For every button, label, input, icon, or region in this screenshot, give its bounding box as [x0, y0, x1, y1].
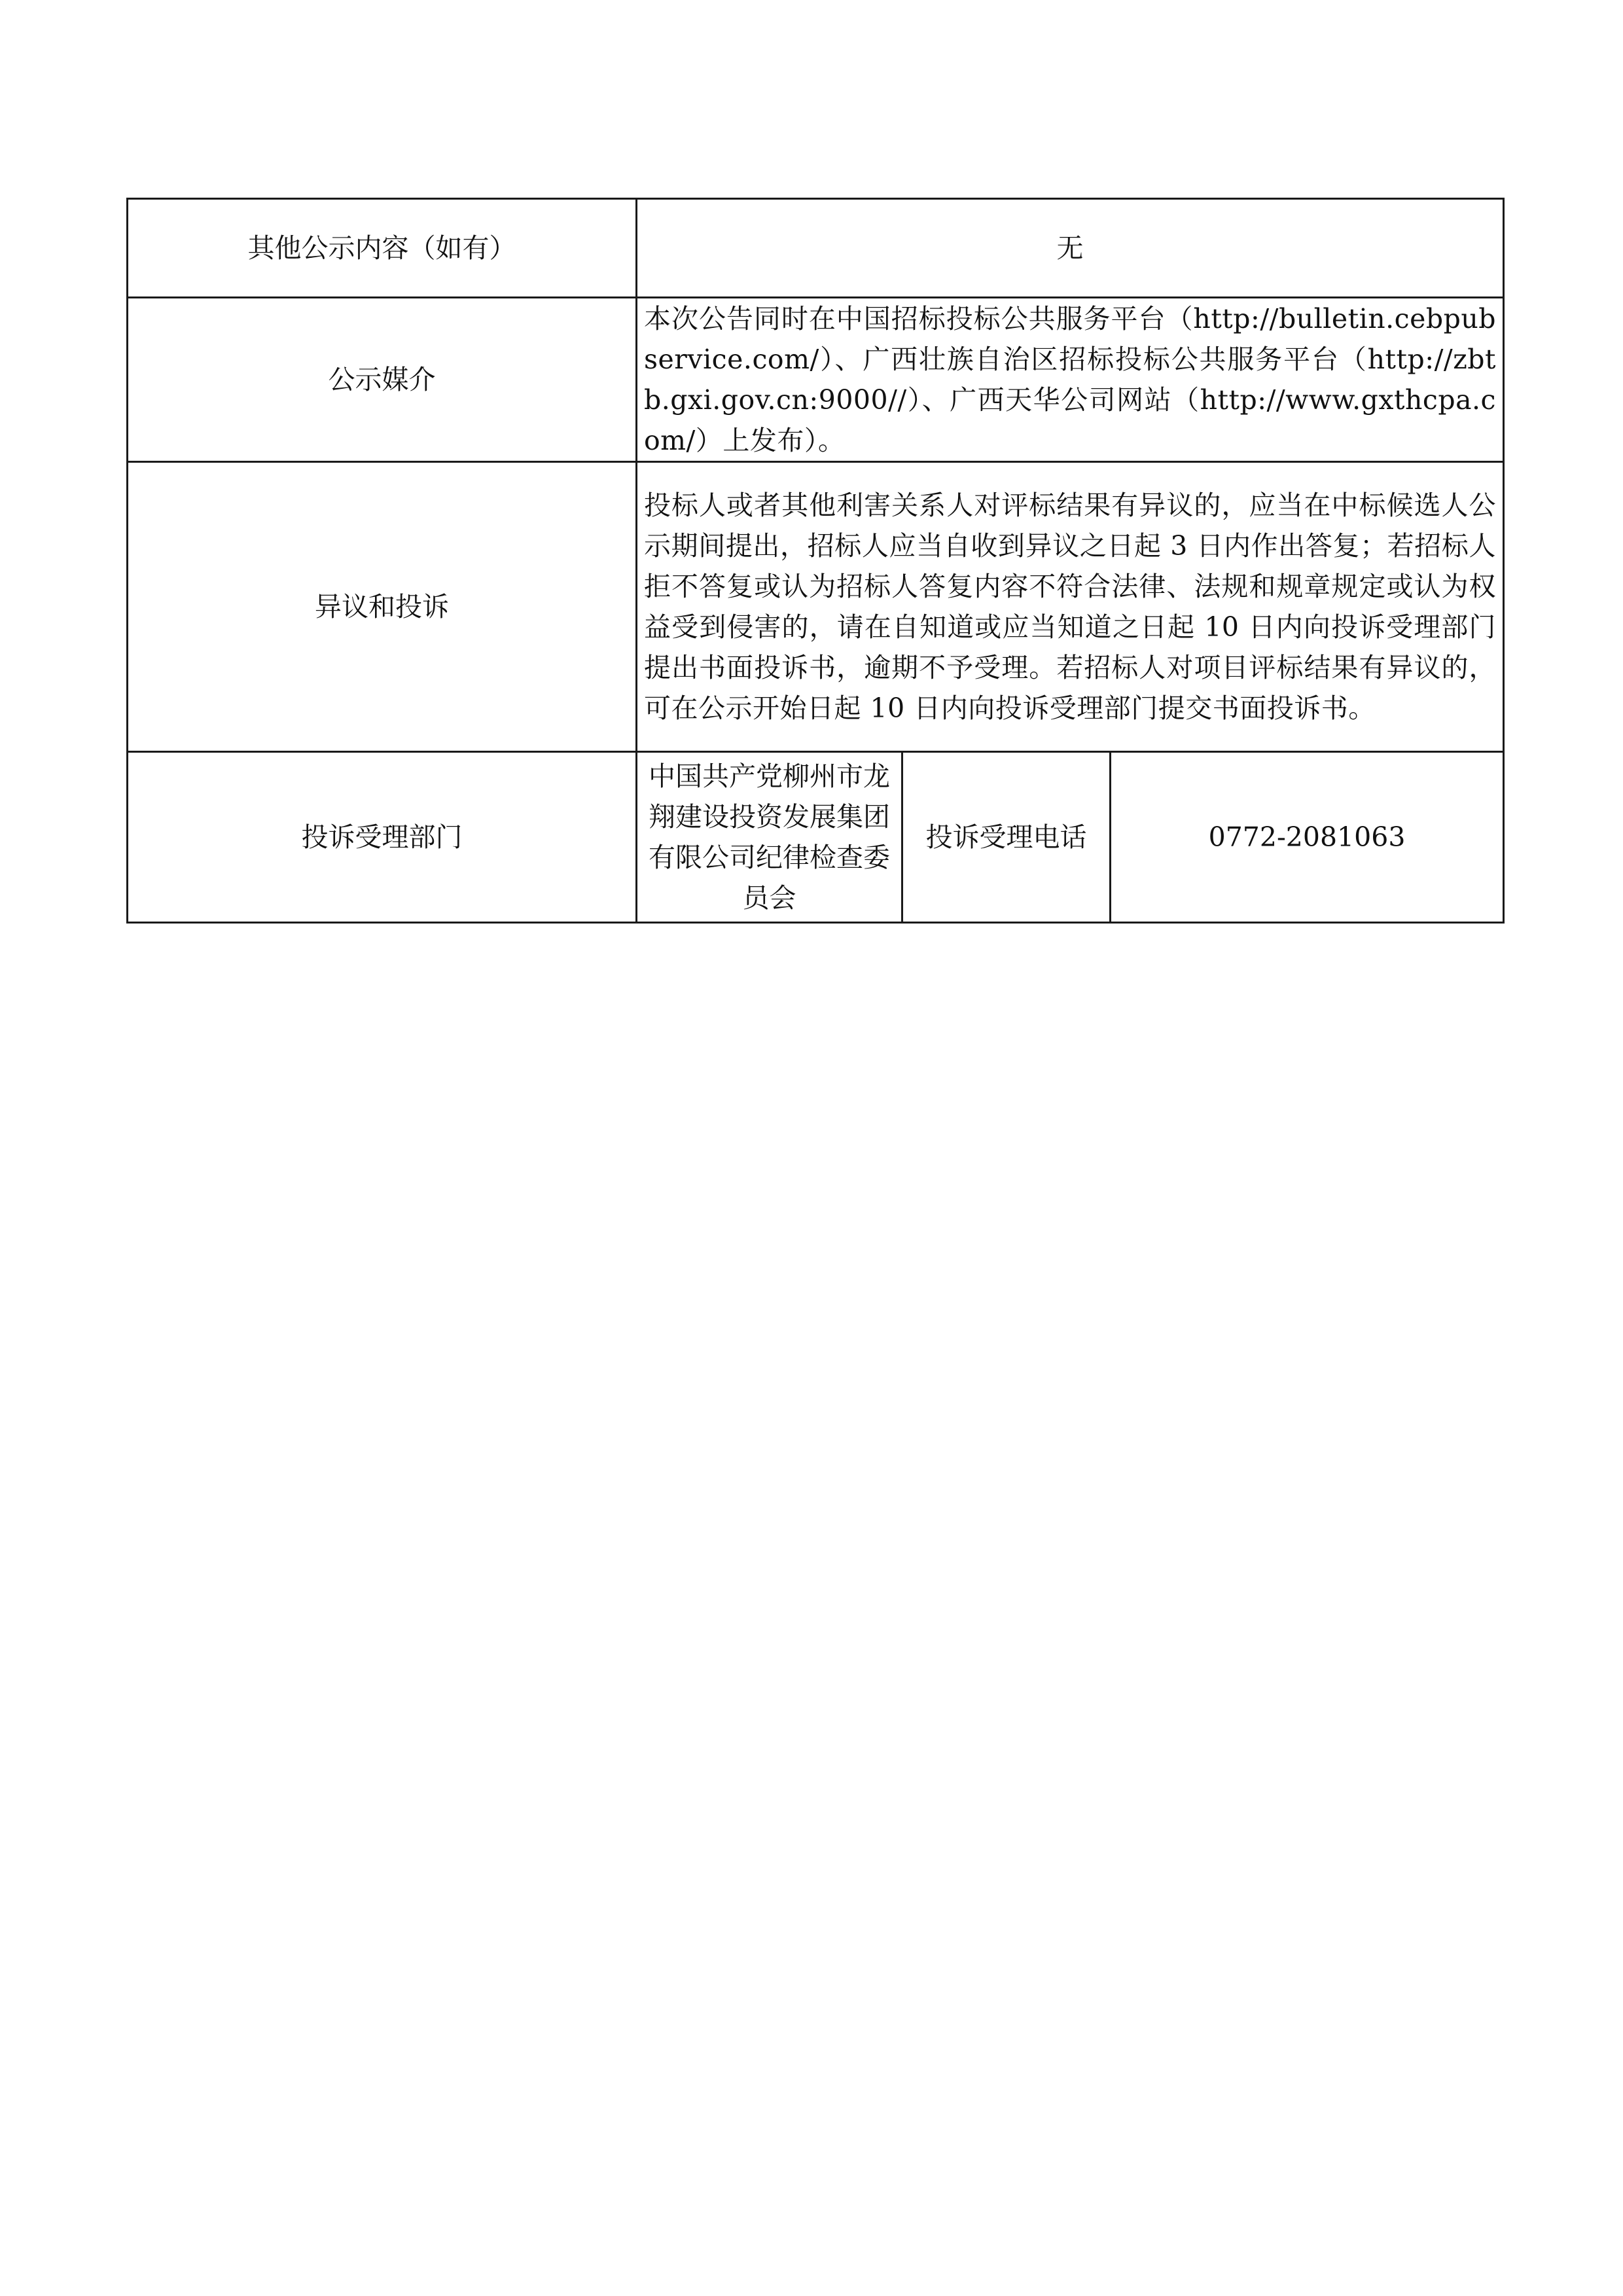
other-content-label: 其他公示内容（如有） [128, 199, 637, 298]
row-media [128, 298, 1504, 462]
media-label: 公示媒介 [128, 298, 637, 462]
other-content-value: 无 [637, 199, 1504, 298]
objection-label: 异议和投诉 [128, 462, 637, 752]
media-value: 本次公告同时在中国招标投标公共服务平台（http://bulletin.cebpubservice.com/）、广西壮族自治区招标投标公共服务平台（http://zbtb.gxi.gov.cn:9000//）、广西天华公司网站（http://www.gxthcpa.com/）上发布）。 [637, 298, 1504, 462]
announcement-table [126, 198, 1505, 924]
complaint-dept-label: 投诉受理部门 [128, 752, 637, 923]
complaint-phone-value: 0772-2081063 [1111, 752, 1504, 923]
row-other-content [128, 199, 1504, 298]
row-objection [128, 462, 1504, 752]
row-complaint-dept [128, 752, 1504, 923]
complaint-phone-label: 投诉受理电话 [902, 752, 1111, 923]
objection-value: 投标人或者其他利害关系人对评标结果有异议的，应当在中标候选人公示期间提出，招标人应当自收到异议之日起 3 日内作出答复；若招标人拒不答复或认为招标人答复内容不符合法律、法规和规章规定或认为权益受到侵害的，请在自知道或应当知道之日起 10 日内向投诉受理部门提出书面投诉书，逾期不予受理。若招标人对项目评标结果有异议的，可在公示开始日起 10 日内向投诉受理部门提交书面投诉书。 [637, 462, 1504, 752]
complaint-dept-name: 中国共产党柳州市龙翔建设投资发展集团有限公司纪律检查委员会 [637, 752, 902, 923]
